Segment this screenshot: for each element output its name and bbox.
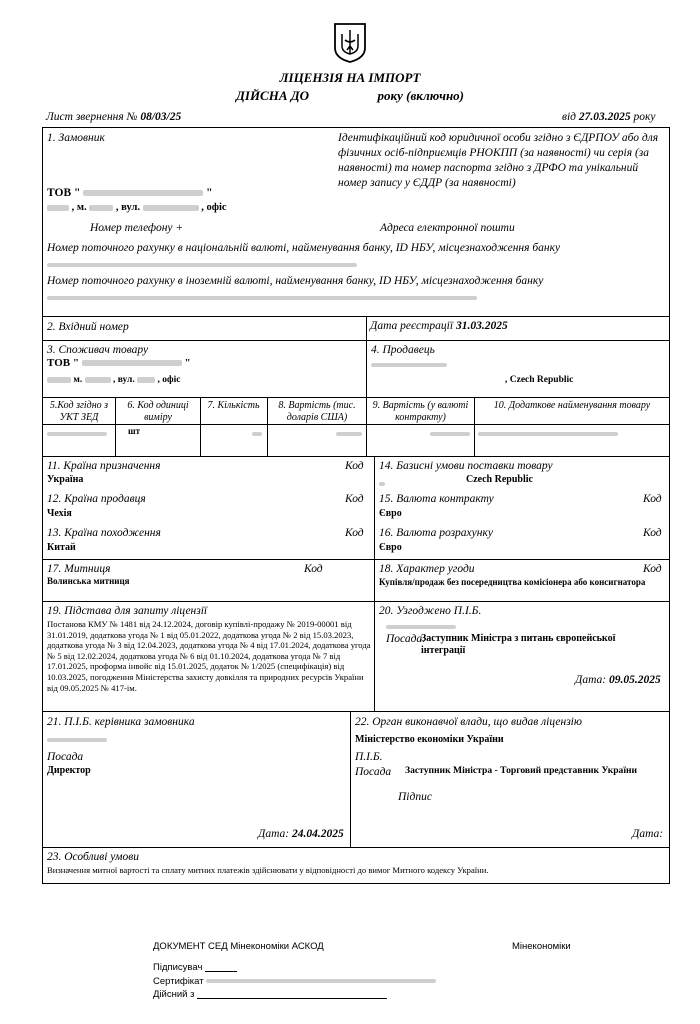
footer-doc-label: ДОКУМЕНТ СЕД Мінекономіки АСКОД [153,941,324,952]
delivery-terms-label: 14. Базисні умови поставки товару [379,460,553,472]
consumer-address-city: м. [73,375,83,385]
origin-country-label: 13. Країна походження [47,527,161,539]
account-national-redacted [47,259,357,271]
authority-date-label: Дата: [632,828,664,840]
redacted-text [206,979,436,983]
goods-col-value-contract: 9. Вартість (у валюті контракту) [372,400,469,423]
goods-cell-quantity [252,428,262,440]
payment-currency-label: 16. Валюта розрахунку [379,527,493,539]
registration-date [370,320,508,332]
consumer-address-street: , вул. [112,375,135,385]
valid-until-line [236,88,464,104]
applicant-label: 1. Замовник [47,132,105,144]
account-foreign-label: Номер поточного рахунку в іноземній валюті, найменування банку, ID НБУ, місцезнаходження банку [47,275,544,287]
applicant-phone-label: Номер телефону + [90,222,184,234]
origin-country-value: Китай [47,542,76,553]
authority-signature-label: Підпис [398,791,432,803]
redacted-name [83,190,203,196]
consumer-company-suffix: " [184,357,191,369]
payment-currency-code-label: Код [643,527,662,539]
request-letter-number: 08/03/25 [140,111,182,123]
license-title: ЛІЦЕНЗІЯ НА ІМПОРТ [279,70,421,85]
special-conditions-text: Визначення митної вартості та сплату митних платежів здійснювати у відповідності до вимог Митного кодексу України. [47,865,489,875]
goods-cell-hs-code [47,428,107,440]
redacted-text [137,377,155,383]
agreed-label: 20. Узгоджено П.І.Б. [379,605,482,617]
redacted-name [82,360,182,366]
deal-type-label: 18. Характер угоди [379,563,475,575]
head-label: 21. П.І.Б. керівника замовника [47,716,195,728]
seller-country-code-label: Код [345,493,364,505]
delivery-terms-value: Czech Republic [466,474,533,485]
applicant-address-city: , м. [71,202,87,213]
contract-currency-label: 15. Валюта контракту [379,493,494,505]
head-date-label: Дата: [258,828,290,840]
customs-label: 17. Митниця [47,563,111,575]
seller-country-value: Чехія [47,508,72,519]
agreed-name-redacted [386,621,456,633]
redacted-text [143,205,199,211]
goods-col-hs-code: 5.Код згідно з УКТ ЗЕД [49,400,109,423]
goods-col-quantity: 7. Кількість [207,400,260,411]
applicant-email-label: Адреса електронної пошти [380,222,515,234]
applicant-company-suffix: " [206,187,213,199]
footer-valid-from [153,989,387,1000]
head-date-value: 24.04.2025 [291,828,344,840]
footer-org: Мінекономіки [512,941,571,952]
head-position-label: Посада [47,751,84,763]
agreed-date-label: Дата: [575,674,607,686]
goods-cell-additional-name [478,428,618,440]
authority-pib-label: П.І.Б. [355,751,383,763]
consumer-company-prefix: ТОВ " [47,357,79,369]
applicant-company-prefix: ТОВ " [47,187,81,199]
registration-date-label: Дата реєстрації [370,320,454,332]
deal-type-code-label: Код [643,563,662,575]
goods-cell-unit: шт [128,426,141,436]
contract-currency-value: Євро [379,508,402,519]
authority-position-label: Посада [355,766,392,778]
head-name-redacted [47,734,107,746]
origin-country-code-label: Код [345,527,364,539]
request-date-value: 27.03.2025 [578,111,631,123]
seller-country: , Czech Republic [505,375,574,385]
authority-name: Міністерство економіки України [355,734,504,745]
registration-date-value: 31.03.2025 [455,320,508,332]
authority-label: 22. Орган виконавчої влади, що видав ліцензію [355,716,582,728]
redacted-text [47,377,71,383]
valid-until-suffix: року (включно) [377,88,464,103]
goods-col-value-usd: 8. Вартість (тис. доларів США) [278,400,356,423]
seller-name-redacted [371,359,447,371]
payment-currency-value: Євро [379,542,402,553]
redacted-text [89,205,113,211]
footer-signer [153,962,237,973]
request-letter [46,111,181,123]
footer-certificate-label: Сертифікат [153,976,204,987]
coat-of-arms-emblem [333,22,367,64]
basis-text: Постанова КМУ № 1481 від 24.12.2024, договір купівлі-продажу № 2019-00001 від 31.01.2019, додаткова угода № 1 від 05.01.2022, додаткова угода № 2 від 15.03.2023, додаткова угода № 3 від 12.04.2023, додаткова угода № 4 від 17.01.2024, додаткова угода № 5 від 12.02.2024, додаткова угода № 6 від 01.10.2024, додаткова угода № 7 від 17.01.2025, проформа інвойс від 15.01.2025, додаток № 1/2025 (специфікація) від 10.03.2025, погодження Міністерства захисту довкілля та природних ресурсів України від 09.05.2025 № 417-ім. [47,619,371,693]
consumer-label: 3. Споживач товару [47,344,149,356]
destination-country-value: Україна [47,474,84,485]
request-date-prefix: від [562,111,577,123]
account-foreign-redacted [47,292,477,304]
deal-type-value: Купівля/продаж без посередництва комісіонера або консигнатора [379,577,646,587]
request-letter-label: Лист звернення № [46,111,138,123]
request-date-suffix: року [633,111,656,123]
applicant-address-street: , вул. [115,202,140,213]
contract-currency-code-label: Код [643,493,662,505]
agreed-date-value: 09.05.2025 [608,674,661,686]
valid-until-prefix: ДІЙСНА ДО [236,88,310,103]
agreed-date [575,674,661,686]
agreed-position-label: Посада: [386,633,427,645]
consumer-address-office: , офіс [157,375,181,385]
goods-cell-value-contract [430,428,470,440]
footer-signer-label: Підписувач [153,962,203,973]
seller-label: 4. Продавець [371,344,435,356]
consumer-company [47,357,191,369]
request-date [562,111,656,123]
special-conditions-label: 23. Особливі умови [47,851,139,863]
customs-value: Волинська митниця [47,576,130,586]
incoming-number-label: 2. Вхідний номер [47,321,129,333]
consumer-address [47,375,180,385]
head-date [258,828,344,840]
footer-certificate [153,976,436,987]
customs-code-label: Код [304,563,323,575]
destination-country-code-label: Код [345,460,364,472]
basis-label: 19. Підстава для запиту ліцензії [47,605,208,617]
goods-col-additional-name: 10. Додаткове найменування товару [493,400,651,411]
footer-valid-from-label: Дійсний з [153,989,195,1000]
redacted-text [85,377,111,383]
applicant-address [47,202,227,213]
seller-country-label: 12. Країна продавця [47,493,146,505]
applicant-address-office: , офіс [201,202,227,213]
goods-col-unit-code: 6. Код одиниці виміру [127,400,189,423]
authority-position-value: Заступник Міністра - Торговий представник України [405,765,638,776]
delivery-terms-redacted [379,478,385,490]
head-position-value: Директор [47,765,91,776]
goods-cell-value-usd [336,428,362,440]
applicant-id-note: Ідентифікаційний код юридичної особи згідно з ЄДРПОУ або для фізичних осіб-підприємців РНОКПП (за наявності) чи серія (за наявності) та номер паспорта згідно з ДРФО та унікальний номер запису у ЄДДР (за наявності) [338,132,659,189]
applicant-company [47,187,213,199]
agreed-position-value: Заступник Міністра з питань європейської інтеграції [421,633,616,656]
redacted-text [47,205,69,211]
destination-country-label: 11. Країна призначення [47,460,161,472]
account-national-label: Номер поточного рахунку в національній валюті, найменування банку, ID НБУ, місцезнаходження банку [47,242,561,254]
